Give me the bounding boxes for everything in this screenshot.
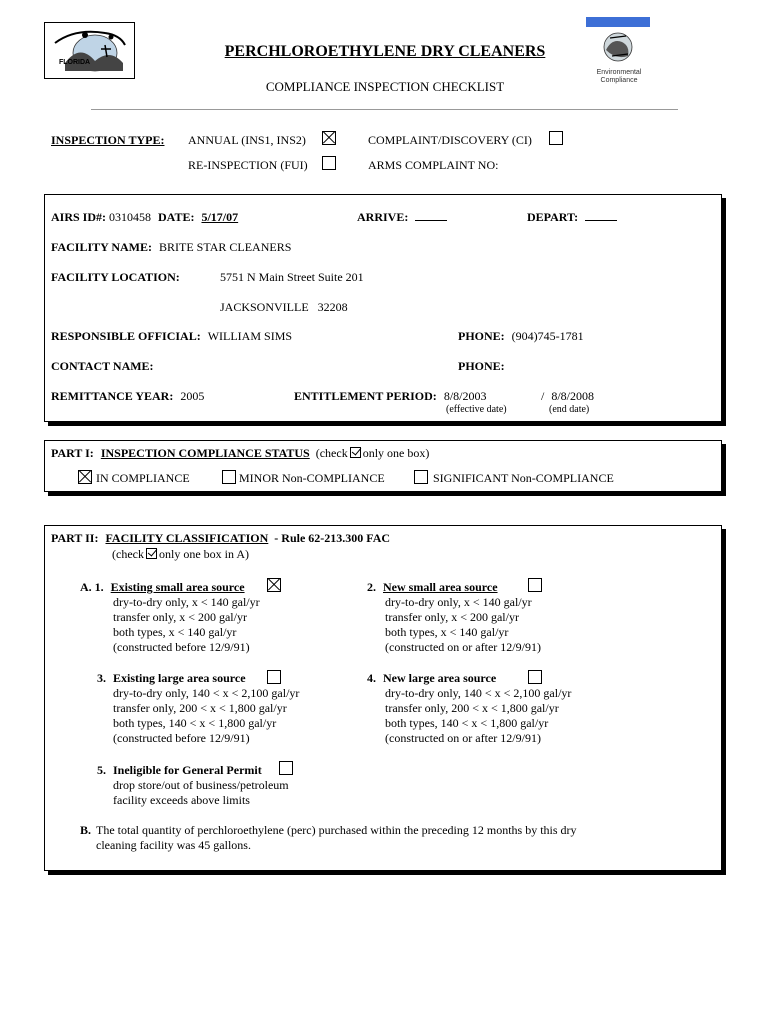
environmental-compliance-logo-icon [592,30,646,64]
phone-label: PHONE: [458,329,505,343]
page-subtitle: COMPLIANCE INSPECTION CHECKLIST [265,79,505,94]
a4-checkbox[interactable] [528,670,542,684]
facility-name-value: BRITE STAR CLEANERS [159,240,292,254]
a5-details [113,778,289,808]
end-date-note: (end date) [549,404,590,415]
annual-label: ANNUAL (INS1, INS2) [188,133,306,147]
reinspection-checkbox[interactable] [322,156,336,170]
a4-heading [367,671,496,686]
a2-heading [367,580,498,595]
a4-line: (constructed on or after 12/9/91) [385,731,541,745]
a1-line: dry-to-dry only, x < 140 gal/yr [113,595,260,609]
airs-id-value: 0310458 [109,210,152,224]
a5-line: drop store/out of business/petroleum [113,778,289,792]
checkmark-icon [146,548,157,559]
part2-rule: - Rule 62-213.300 FAC [274,531,391,545]
responsible-official-row [51,329,292,344]
effective-date-note: (effective date) [446,404,507,415]
responsible-official-value: WILLIAM SIMS [207,329,293,343]
a4-details [385,686,571,746]
environmental-compliance-logo-label: Environmental Compliance [596,69,642,84]
a4-title: New large area source [383,671,497,685]
annual-checkbox[interactable] [322,131,336,145]
a3-title: Existing large area source [113,671,246,685]
a3-line: transfer only, 200 < x < 1,800 gal/yr [113,701,287,715]
a4-line: dry-to-dry only, 140 < x < 2,100 gal/yr [385,686,572,700]
significant-noncompliance-label: SIGNIFICANT Non-COMPLIANCE [433,471,614,485]
part2-check-post: only one box in A) [158,547,249,561]
facility-address-line2: JACKSONVILLE 32208 [220,300,348,314]
part1-title: INSPECTION COMPLIANCE STATUS [100,446,310,460]
depart-label: DEPART: [527,210,579,224]
a2-number: 2. [367,580,376,594]
a3-number: 3. [97,671,106,685]
a2-title: New small area source [383,580,498,594]
header-accent-bar [586,17,650,27]
a5-heading [97,763,262,778]
responsible-official-label: RESPONSIBLE OFFICIAL: [51,329,201,343]
a2-line: dry-to-dry only, x < 140 gal/yr [385,595,532,609]
facility-info-panel [44,194,722,422]
arrive-label: ARRIVE: [357,210,409,224]
a3-line: dry-to-dry only, 140 < x < 2,100 gal/yr [113,686,300,700]
a1-details [113,595,260,655]
a5-number: 5. [97,763,106,777]
date-value: 5/17/07 [201,210,239,224]
arms-complaint-label: ARMS COMPLAINT NO: [368,158,499,172]
facility-name-label: FACILITY NAME: [51,240,152,254]
a1-number: A. 1. [80,580,104,594]
contact-phone-label: PHONE: [458,359,505,373]
airs-id-row [51,210,238,225]
phone-value: (904)745-1781 [511,329,584,343]
minor-noncompliance-checkbox[interactable] [222,470,236,484]
part2-check-note [112,547,249,562]
remittance-year-value: 2005 [180,389,205,403]
b-label: B. [80,823,92,837]
facility-name-row [51,240,291,255]
part2-title: FACILITY CLASSIFICATION [105,531,269,545]
a5-line: facility exceeds above limits [113,793,250,807]
page-title: PERCHLOROETHYLENE DRY CLEANERS [224,43,546,60]
facility-address-line1: 5751 N Main Street Suite 201 [220,270,364,284]
a3-heading [97,671,246,686]
header-divider [91,109,678,110]
a3-line: both types, 140 < x < 1,800 gal/yr [113,716,277,730]
a1-line: transfer only, x < 200 gal/yr [113,610,247,624]
a1-title: Existing small area source [110,580,245,594]
depart-row [527,210,617,225]
significant-noncompliance-checkbox[interactable] [414,470,428,484]
a2-line: both types, x < 140 gal/yr [385,625,509,639]
b-line2: cleaning facility was 45 gallons. [96,838,251,852]
complaint-discovery-checkbox[interactable] [549,131,563,145]
minor-noncompliance-label: MINOR Non-COMPLIANCE [239,471,385,485]
a4-line: transfer only, 200 < x < 1,800 gal/yr [385,701,559,715]
entitlement-period-label: ENTITLEMENT PERIOD: [294,389,437,403]
b-line1: The total quantity of perchloroethylene (perc) purchased within the preceding 12 months by this dry [96,823,577,837]
part2-prefix: PART II: [51,531,99,545]
b-statement [80,823,577,838]
depart-field[interactable] [585,210,617,221]
entitlement-end-row [541,389,594,404]
in-compliance-label: IN COMPLIANCE [96,471,190,485]
part1-check-post: only one box) [362,446,430,460]
part1-check-pre: (check [315,446,348,460]
entitlement-row [294,389,486,404]
a2-line: (constructed on or after 12/9/91) [385,640,541,654]
a3-checkbox[interactable] [267,670,281,684]
a4-number: 4. [367,671,376,685]
remittance-year-label: REMITTANCE YEAR: [51,389,174,403]
part1-header [51,446,429,461]
complaint-discovery-label: COMPLAINT/DISCOVERY (CI) [368,133,532,147]
a2-details [385,595,541,655]
entitlement-end: 8/8/2008 [551,389,595,403]
part2-check-pre: (check [112,547,144,561]
arrive-field[interactable] [415,210,447,221]
entitlement-separator: / [541,389,545,403]
a3-line: (constructed before 12/9/91) [113,731,250,745]
a1-line: (constructed before 12/9/91) [113,640,250,654]
arrive-row [357,210,447,225]
a1-heading [80,580,245,595]
part2-header [51,531,390,546]
contact-name-label: CONTACT NAME: [51,359,154,373]
a5-checkbox[interactable] [279,761,293,775]
facility-location-label: FACILITY LOCATION: [51,270,180,284]
a5-title: Ineligible for General Permit [113,763,262,777]
a4-line: both types, 140 < x < 1,800 gal/yr [385,716,549,730]
in-compliance-checkbox[interactable] [78,470,92,484]
airs-id-label: AIRS ID#: [51,210,107,224]
phone-row [458,329,584,344]
checkmark-icon [350,447,361,458]
a1-checkbox[interactable] [267,578,281,592]
inspection-type-label: INSPECTION TYPE: [51,133,165,147]
florida-seal-label: FLORIDA [59,59,91,66]
reinspection-label: RE-INSPECTION (FUI) [188,158,308,172]
a2-checkbox[interactable] [528,578,542,592]
date-label: DATE: [158,210,195,224]
a1-line: both types, x < 140 gal/yr [113,625,237,639]
entitlement-start: 8/8/2003 [443,389,487,403]
a3-details [113,686,299,746]
part1-prefix: PART I: [51,446,94,460]
remittance-row [51,389,204,404]
a2-line: transfer only, x < 200 gal/yr [385,610,519,624]
